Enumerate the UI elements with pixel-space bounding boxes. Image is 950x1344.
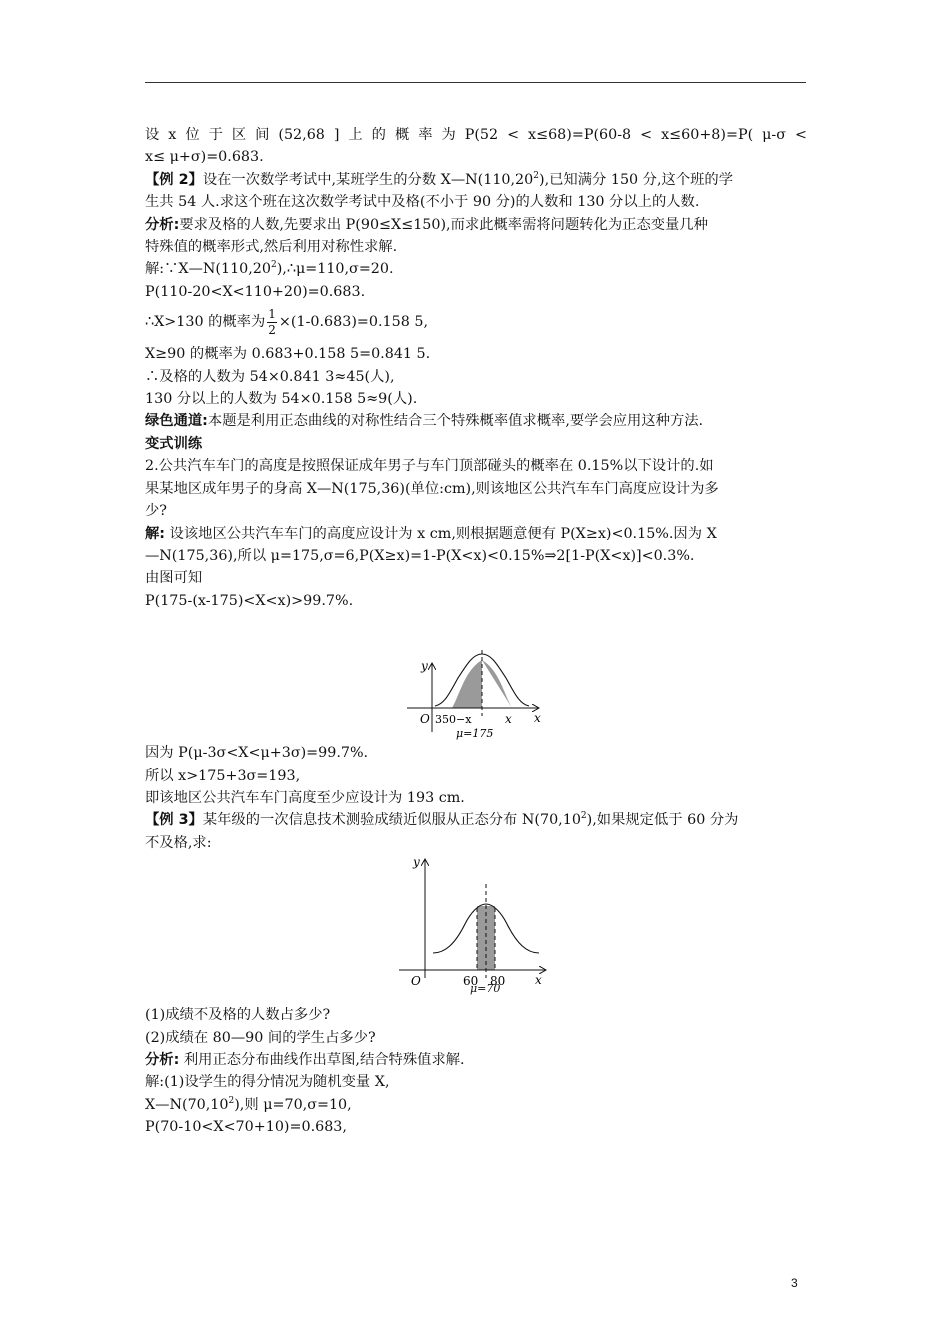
paragraph-line: 130 分以上的人数为 54×0.158 5≈9(人).	[145, 391, 418, 408]
text-span: 解:∵X—N(110,20	[145, 261, 271, 278]
page-number: 3	[791, 1276, 798, 1290]
superscript: 2	[271, 260, 277, 271]
justified-token: x≤60+8)=P(	[661, 127, 754, 143]
solution-line	[145, 258, 807, 280]
justified-token: 设	[145, 127, 160, 143]
normal-curve-figure-2	[145, 854, 807, 986]
justified-token: 的	[371, 127, 386, 143]
analysis-tag: 分析:	[145, 1051, 180, 1068]
text-span: ),已知满分 150 分,这个班的学	[539, 171, 734, 188]
paragraph-line: 解:(1)设学生的得分情况为随机变量 X,	[145, 1074, 390, 1091]
paragraph-line: (2)成绩在 80—90 间的学生占多少?	[145, 1029, 376, 1046]
paragraph-line: (1)成绩不及格的人数占多少?	[145, 1007, 331, 1024]
text-span: 设在一次数学考试中,某班学生的分数 X—N(110,20	[202, 171, 534, 188]
analysis-tag: 分析:	[145, 216, 180, 233]
text-span: 设该地区公共汽车车门的高度应设计为 x cm,则根据题意便有 P(X≥x)<0.15%.因为 X	[165, 525, 717, 542]
example-tag: 【例 2】	[145, 171, 203, 188]
paragraph-line: P(175-(x-175)<X<x)>99.7%.	[145, 592, 354, 609]
justified-token: x	[168, 127, 177, 143]
paragraph-line: ∴及格的人数为 54×0.841 3≈45(人),	[145, 368, 395, 385]
paragraph-line: 少?	[145, 503, 167, 520]
figure-2-mean-row	[145, 982, 807, 1004]
justified-token: x≤68)=P(60-8	[528, 127, 632, 143]
paragraph-line: 生共 54 人.求这个班在这次数学考试中及格(不小于 90 分)的人数和 130 分以上的人数.	[145, 194, 700, 211]
right-tick-label: x	[505, 712, 512, 727]
justified-token: <	[507, 127, 520, 143]
right-tick-label: 80	[490, 974, 506, 987]
text-span: ),则 μ=70,σ=10,	[234, 1096, 352, 1113]
paragraph-line: 即该地区公共汽车车门高度至少应设计为 193 cm.	[145, 789, 465, 806]
paragraph-line: x≤ μ+σ)=0.683.	[145, 149, 264, 166]
justified-token: μ-σ	[762, 127, 787, 143]
paragraph-line: 2.公共汽车车门的高度是按照保证成年男子与车门顶部碰头的概率在 0.15%以下设计的.如	[145, 458, 714, 475]
solution-tag: 解:	[145, 525, 166, 542]
text-span: ),∴μ=110,σ=20.	[276, 261, 394, 278]
paragraph-line: P(70-10<X<70+10)=0.683,	[145, 1119, 347, 1136]
header-rule	[145, 82, 806, 83]
superscript: 2	[228, 1096, 235, 1107]
paragraph-line: 由图可知	[145, 570, 203, 587]
mean-label: μ=70	[470, 982, 501, 996]
green-channel-line	[145, 410, 807, 432]
text-span: ),如果规定低于 60 分为	[586, 812, 739, 829]
justified-token: ]	[333, 127, 340, 143]
paragraph-line: X≥90 的概率为 0.683+0.158 5=0.841 5.	[145, 346, 431, 363]
origin-label: O	[420, 712, 430, 727]
fraction-line	[145, 305, 807, 339]
analysis-line	[145, 214, 807, 236]
example-tag: 【例 3】	[145, 812, 203, 829]
text-span: ∴X>130 的概率为	[145, 314, 266, 331]
x-axis-label: x	[534, 711, 541, 726]
example-2-line	[145, 169, 807, 191]
paragraph-line-justified	[145, 124, 807, 146]
text-span: 某年级的一次信息技术测验成绩近似服从正态分布 N(70,10	[202, 812, 581, 829]
analysis-line	[145, 1049, 807, 1071]
justified-token: 间	[255, 127, 270, 143]
fraction-numerator: 1	[268, 306, 276, 321]
justified-token: 区	[231, 127, 247, 143]
normal-curve-figure-1	[145, 612, 807, 742]
paragraph-line: 果某地区成年男子的身高 X—N(175,36)(单位:cm),则该地区公共汽车车门高度应设计为多	[145, 480, 719, 497]
solution-line	[145, 523, 807, 545]
left-tick-label: 350−x	[435, 713, 472, 727]
justified-token: <	[794, 127, 807, 143]
section-heading: 变式训练	[145, 435, 203, 452]
y-axis-label: y	[421, 659, 428, 674]
left-tick-label: 60	[463, 974, 479, 987]
text-span: 要求及格的人数,先要求出 P(90≤X≤150),而求此概率需将问题转化为正态变量几种	[179, 216, 708, 233]
origin-label: O	[411, 974, 421, 987]
solution-line	[145, 1094, 807, 1116]
superscript: 2	[580, 811, 587, 822]
fraction-denominator: 2	[268, 322, 276, 337]
text-span: 利用正态分布曲线作出草图,结合特殊值求解.	[179, 1051, 465, 1068]
green-channel-tag: 绿色通道:	[145, 413, 208, 430]
justified-token: (52,68	[278, 127, 325, 143]
justified-token: 于	[208, 127, 223, 143]
paragraph-line: 所以 x>175+3σ=193,	[145, 767, 301, 784]
fraction	[267, 307, 277, 338]
paragraph-line: 不及格,求:	[145, 834, 212, 851]
justified-token: 概	[394, 127, 410, 143]
x-axis-label: x	[535, 973, 542, 987]
justified-token: 上	[348, 127, 363, 143]
justified-token: 为	[441, 127, 456, 143]
y-axis-label: y	[413, 855, 420, 870]
superscript: 2	[533, 171, 539, 182]
figure-2-svg	[145, 854, 807, 986]
text-span: X—N(70,10	[145, 1096, 229, 1113]
example-3-line	[145, 809, 807, 831]
paragraph-line: 因为 P(μ-3σ<X<μ+3σ)=99.7%.	[145, 745, 369, 762]
justified-token: P(52	[464, 127, 499, 143]
document-body	[145, 124, 807, 1139]
text-span: 本题是利用正态曲线的对称性结合三个特殊概率值求概率,要学会应用这种方法.	[207, 413, 704, 430]
paragraph-line: —N(175,36),所以 μ=175,σ=6,P(X≥x)=1-P(X<x)<0.15%⇒2[1-P(X<x)]<0.3%.	[145, 547, 695, 564]
justified-token: 位	[185, 127, 200, 143]
paragraph-line: P(110-20<X<110+20)=0.683.	[145, 283, 366, 300]
justified-token: 率	[418, 127, 433, 143]
mean-label: μ=175	[456, 727, 494, 741]
justified-token: <	[640, 127, 653, 143]
figure-1-svg	[145, 612, 807, 742]
text-span: ×(1-0.683)=0.158 5,	[278, 314, 429, 331]
paragraph-line: 特殊值的概率形式,然后利用对称性求解.	[145, 239, 398, 256]
